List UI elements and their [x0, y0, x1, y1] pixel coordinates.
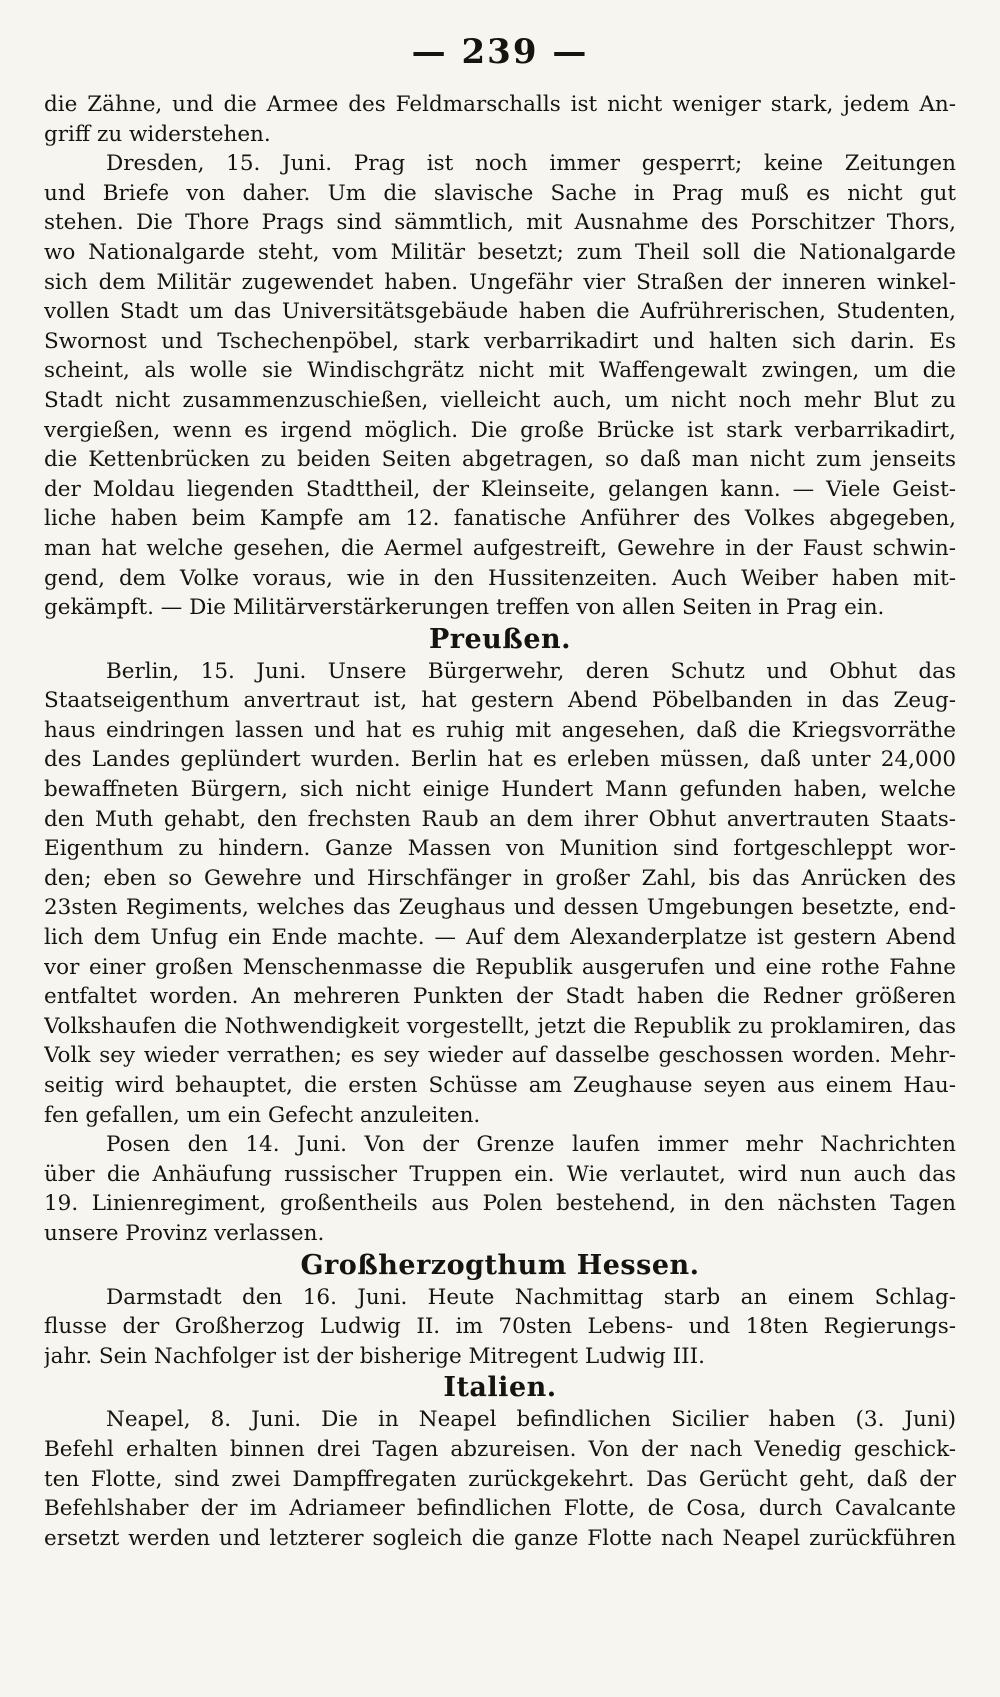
text-line: des Landes geplündert wurden. Berlin hat es erleben müssen, daß unter 24,000 [44, 747, 956, 773]
text-line: Berlin, 15. Juni. Unsere Bürgerwehr, deren Schutz und Obhut das [106, 658, 956, 684]
text-line: entfaltet worden. An mehreren Punkten der Stadt haben die Redner größeren [44, 984, 956, 1010]
text-line: fen gefallen, um ein Gefecht anzuleiten. [44, 1102, 481, 1128]
text-line: vergießen, wenn es irgend möglich. Die große Brücke ist stark verbarrikadirt, [44, 417, 956, 443]
article-paragraph [44, 657, 956, 1131]
text-line: die Kettenbrücken zu beiden Seiten abgetragen, so daß man nicht zum jenseits [44, 447, 956, 473]
text-line: gekämpft. — Die Militärverstärkerungen treffen von allen Seiten in Prag ein. [44, 595, 885, 621]
text-line: Dresden, 15. Juni. Prag ist noch immer gesperrt; keine Zeitungen [106, 151, 956, 177]
text-line: der Moldau liegenden Stadttheil, der Kleinseite, gelangen kann. — Viele Geist- [44, 476, 956, 502]
text-line: wo Nationalgarde steht, vom Militär besetzt; zum Theil soll die Nationalgarde [44, 239, 956, 265]
text-line: Eigenthum zu hindern. Ganze Massen von Munition sind fortgeschleppt wor- [44, 836, 956, 862]
article-paragraph [44, 1130, 956, 1248]
text-line: Darmstadt den 16. Juni. Heute Nachmittag starb an einem Schlag- [106, 1284, 956, 1310]
text-line: ten Flotte, sind zwei Dampffregaten zurückgekehrt. Das Gerücht geht, daß der [44, 1466, 956, 1492]
text-line: Neapel, 8. Juni. Die in Neapel befindlichen Sicilier haben (3. Juni) [106, 1407, 956, 1433]
text-line: vor einer großen Menschenmasse die Republik ausgerufen und eine rothe Fahne [44, 954, 956, 980]
page-number: — 239 — [411, 32, 589, 72]
article-paragraph [44, 149, 956, 623]
text-line: Stadt nicht zusammenzuschießen, vielleicht auch, um nicht noch mehr Blut zu [44, 387, 956, 413]
text-line: den Muth gehabt, den frechsten Raub an dem ihrer Obhut anvertrauten Staats- [44, 806, 956, 832]
text-line: man hat welche gesehen, die Aermel aufgestreift, Gewehre in der Faust schwin- [44, 535, 956, 561]
section-heading: Großherzogthum Hessen. [300, 1249, 700, 1281]
text-line: den; eben so Gewehre und Hirschfänger in großer Zahl, bis das Anrücken des [44, 865, 956, 891]
text-line: gend, dem Volke voraus, wie in den Hussitenzeiten. Auch Weiber haben mit- [44, 565, 956, 591]
text-line: lich dem Unfug ein Ende machte. — Auf dem Alexanderplatze ist gestern Abend [44, 925, 956, 951]
text-line: 23sten Regiments, welches das Zeughaus und dessen Umgebungen besetzte, end- [44, 895, 956, 921]
text-line: Swornost und Tschechenpöbel, stark verbarrikadirt und halten sich darin. Es [44, 328, 956, 354]
text-line: liche haben beim Kampfe am 12. fanatische Anführer des Volkes abgegeben, [44, 506, 956, 532]
text-line: scheint, als wolle sie Windischgrätz nicht mit Waffengewalt zwingen, um die [44, 358, 956, 384]
text-line: Posen den 14. Juni. Von der Grenze laufen immer mehr Nachrichten [106, 1132, 956, 1158]
article-paragraph [44, 90, 956, 149]
text-line: seitig wird behauptet, die ersten Schüsse am Zeughause seyen aus einem Hau- [44, 1073, 956, 1098]
text-line: vollen Stadt um das Universitätsgebäude haben die Aufrührerischen, Studenten, [44, 299, 956, 325]
text-line: stehen. Die Thore Prags sind sämmtlich, mit Ausnahme des Porschitzer Thors, [44, 210, 956, 236]
text-line: Befehl erhalten binnen drei Tagen abzureisen. Von der nach Venedig geschick- [44, 1436, 956, 1462]
text-line: ersetzt werden und letzterer sogleich die ganze Flotte nach Neapel zurückführen [44, 1525, 956, 1551]
text-line: haus eindringen lassen und hat es ruhig mit angesehen, daß die Kriegsvorräthe [44, 717, 956, 743]
text-line: unsere Provinz verlassen. [44, 1220, 325, 1246]
article-paragraph [44, 1405, 956, 1553]
text-line: griff zu widerstehen. [44, 121, 271, 147]
text-line: bewaffneten Bürgern, sich nicht einige Hundert Mann gefunden haben, welche [44, 777, 956, 803]
text-line: sich dem Militär zugewendet haben. Ungefähr vier Straßen der inneren winkel- [44, 269, 956, 295]
text-line: Volk sey wieder verrathen; es sey wieder auf dasselbe geschossen worden. Mehr- [44, 1043, 956, 1069]
article-paragraph [44, 1283, 956, 1372]
text-line: 19. Linienregiment, großentheils aus Polen bestehend, in den nächsten Tagen [44, 1191, 956, 1217]
section-heading: Italien. [443, 1372, 557, 1404]
section-heading: Preußen. [428, 623, 572, 655]
text-line: über die Anhäufung russischer Truppen ein. Wie verlautet, wird nun auch das [44, 1161, 956, 1187]
text-column [44, 90, 956, 1553]
text-line: flusse der Großherzog Ludwig II. im 70sten Lebens- und 18ten Regierungs- [44, 1314, 956, 1340]
text-line: Befehlshaber der im Adriameer befindlichen Flotte, de Cosa, durch Cavalcante [44, 1496, 956, 1522]
text-line: und Briefe von daher. Um die slavische Sache in Prag muß es nicht gut [44, 180, 956, 206]
text-line: jahr. Sein Nachfolger ist der bisherige Mitregent Ludwig III. [44, 1343, 705, 1369]
text-line: Staatseigenthum anvertraut ist, hat gestern Abend Pöbelbanden in das Zeug- [44, 688, 956, 714]
text-line: Volkshaufen die Nothwendigkeit vorgestellt, jetzt die Republik zu proklamiren, das [44, 1013, 956, 1039]
text-line: die Zähne, und die Armee des Feldmarschalls ist nicht weniger stark, jedem An- [44, 92, 956, 117]
